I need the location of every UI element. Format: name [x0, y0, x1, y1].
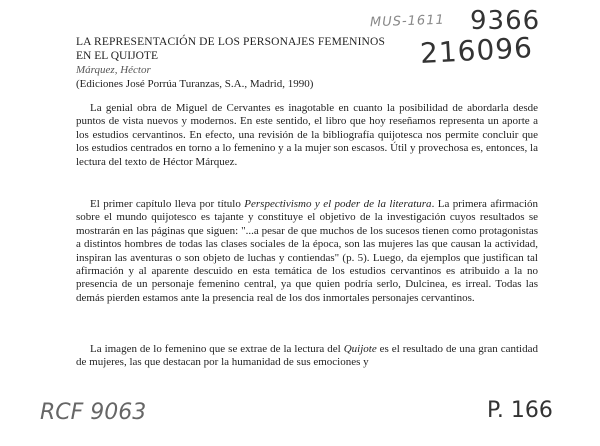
handwritten-number-second: 216096 — [419, 31, 534, 70]
article-title-continued: EN EL QUIJOTE — [76, 50, 158, 62]
paragraph-3-text-rest: es el resultado de una gran cantidad de mujeres, las que destacan por la humanidad de sus emociones y — [76, 343, 538, 369]
handwritten-note-bottom-left: RCF 9063 — [40, 400, 147, 425]
author-name: Márquez, Héctor — [76, 64, 151, 76]
handwritten-number-top: 9366 — [470, 6, 541, 36]
body-paragraph-2 — [76, 198, 538, 305]
paragraph-2-text-start: El primer capítulo lleva por título — [90, 198, 245, 210]
handwritten-page-number: P. 166 — [487, 398, 553, 423]
paragraph-2-text-rest: . La primera afirmación sobre el mundo quijotesco es tajante y constituye el objetivo de la investigación cuyos resultados se mostrarán en las páginas que siguen: "...a pesar de que muchos de los sucesos tienen como protagonistas a distintos hombres de todas las clases sociales de la época, son las mujeres las que causan la actividad, inspiran las aventuras o son objeto de luchas y contiendas" (p. 5). Luego, da ejemplos que justifican tal afirmación y al aparente descuido en esta temática de los estudios cervantinos es atribuido a la no presencia de un personaje femenino central, ya que quien podría serlo, Dulcinea, es irreal. Todas las demás pierden estamos ante la presencia real de los dos inmortales personajes cervantinos. — [76, 198, 538, 304]
body-paragraph-1: La genial obra de Miguel de Cervantes es inagotable en cuanto la posibilidad de abordarla desde puntos de vista nuevos y modernos. En este sentido, el libro que hoy reseñamos representa un aporte a los estudios cervantinos. En efecto, una revisión de la bibliografía quijotesca nos permite concluir que los estudios centrados en torno a lo femenino y a la mujer son escasos. Útil y provechosa es, entonces, la lectura del texto de Héctor Márquez. — [76, 102, 538, 168]
article-title: LA REPRESENTACIÓN DE LOS PERSONAJES FEMENINOS — [76, 36, 386, 48]
handwritten-faint-note: MUS-1611 — [369, 12, 446, 31]
body-paragraph-3 — [76, 343, 538, 370]
paragraph-3-text-start: La imagen de lo femenino que se extrae de la lectura del — [90, 343, 344, 355]
publication-info: (Ediciones José Porrúa Turanzas, S.A., Madrid, 1990) — [76, 78, 314, 90]
book-title-italic: Quijote — [343, 343, 377, 355]
chapter-title: Perspectivismo y el poder de la literatura — [244, 198, 432, 210]
